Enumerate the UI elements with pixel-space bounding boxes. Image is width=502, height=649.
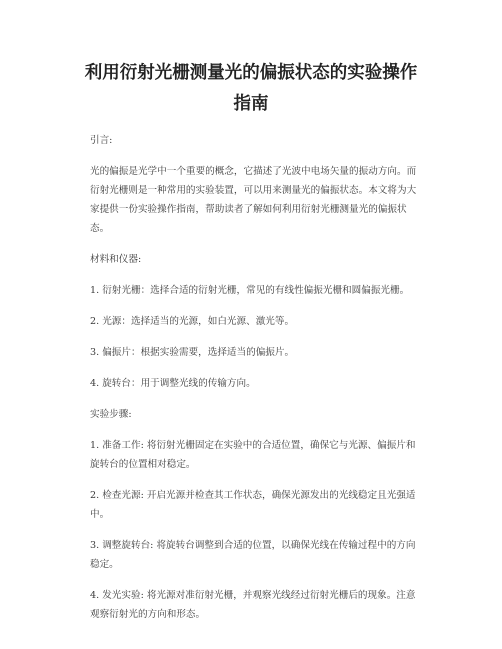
- materials-heading: 材料和仪器:: [90, 254, 142, 265]
- steps-heading: 实验步骤:: [90, 409, 132, 420]
- intro-paragraph: 光的偏振是光学中一个重要的概念，它描述了光波中电场矢量的振动方向。而衍射光栅则是一种常用的实验装置，可以用来测量光的偏振状态。本文将为大家提供一份实验操作指南，帮助读者了解如何利用衍射光栅测量光的偏振状态。: [90, 166, 417, 234]
- material-item: 1. 衍射光栅：选择合适的衍射光栅，常见的有线性偏振光栅和圆偏振光栅。: [90, 285, 410, 296]
- intro-heading: 引言:: [90, 135, 113, 146]
- document-body: [90, 131, 422, 636]
- material-item: 2. 光源：选择适当的光源，如白光源、激光等。: [90, 316, 295, 327]
- step-item: 4. 发光实验: 将光源对准衍射光栅，并观察光线经过衍射光栅后的现象。注意观察衍射光的方向和形态。: [90, 590, 416, 620]
- material-item: 3. 偏振片：根据实验需要，选择适当的偏振片。: [90, 347, 295, 358]
- step-item: 2. 检查光源: 开启光源并检查其工作状态，确保光源发出的光线稳定且光强适中。: [90, 490, 416, 520]
- title-line-1: 利用衍射光栅测量光的偏振状态的实验操作: [84, 63, 418, 83]
- material-item: 4. 旋转台：用于调整光线的传输方向。: [90, 378, 256, 389]
- step-item: 1. 准备工作: 将衍射光栅固定在实验中的合适位置，确保它与光源、偏振片和旋转台的位置相对稳定。: [90, 440, 416, 470]
- title-line-2: 指南: [233, 94, 269, 114]
- step-item: 3. 调整旋转台: 将旋转台调整到合适的位置，以确保光线在传输过程中的方向稳定。: [90, 540, 416, 570]
- document-title: [62, 58, 440, 120]
